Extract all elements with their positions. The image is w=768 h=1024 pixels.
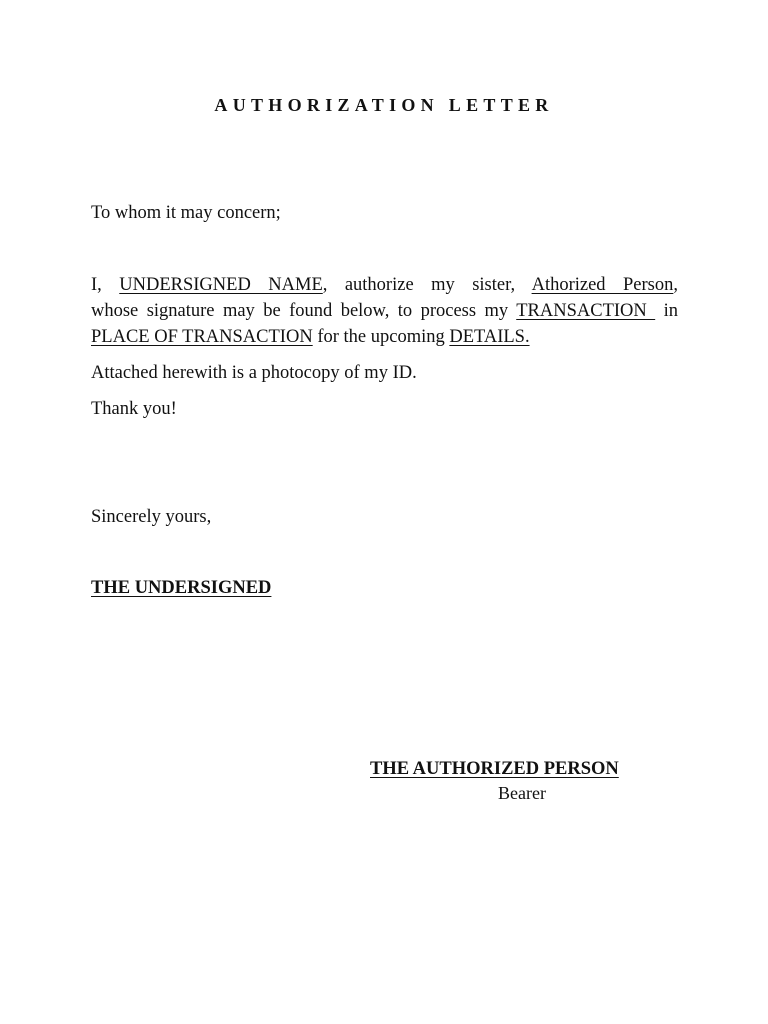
body-line-1-middle: , authorize my sister, <box>322 275 516 295</box>
letter-title: AUTHORIZATION LETTER <box>214 95 554 115</box>
authorized-signature-block <box>370 757 676 781</box>
undersigned-signature-label: THE UNDERSIGNED <box>91 578 272 598</box>
body-line-2-suffix: in <box>663 301 679 321</box>
body-line-1-suffix: , <box>673 275 678 295</box>
body-line-3-middle: for the upcoming <box>312 327 450 347</box>
place-of-transaction-placeholder: PLACE OF TRANSACTION <box>91 327 313 347</box>
transaction-placeholder: TRANSACTION <box>516 301 656 321</box>
details-placeholder: DETAILS. <box>449 327 530 347</box>
closing-line: Sincerely yours, <box>91 507 212 527</box>
salutation: To whom it may concern; <box>91 203 281 223</box>
bearer-label: Bearer <box>498 783 546 803</box>
attached-note: Attached herewith is a photocopy of my ID. <box>91 363 417 383</box>
body-line-1-prefix: I, <box>91 275 102 295</box>
authorized-signature-label: THE AUTHORIZED PERSON <box>370 759 619 779</box>
thanks-line: Thank you! <box>91 399 177 419</box>
body-line-2 <box>91 299 678 323</box>
body-line-2-prefix: whose signature may be found below, to process my <box>91 301 509 321</box>
authorized-person-placeholder: Athorized Person <box>531 275 674 295</box>
body-line-3 <box>91 325 530 349</box>
undersigned-name-placeholder: UNDERSIGNED NAME <box>119 275 323 295</box>
body-line-1 <box>91 273 678 297</box>
